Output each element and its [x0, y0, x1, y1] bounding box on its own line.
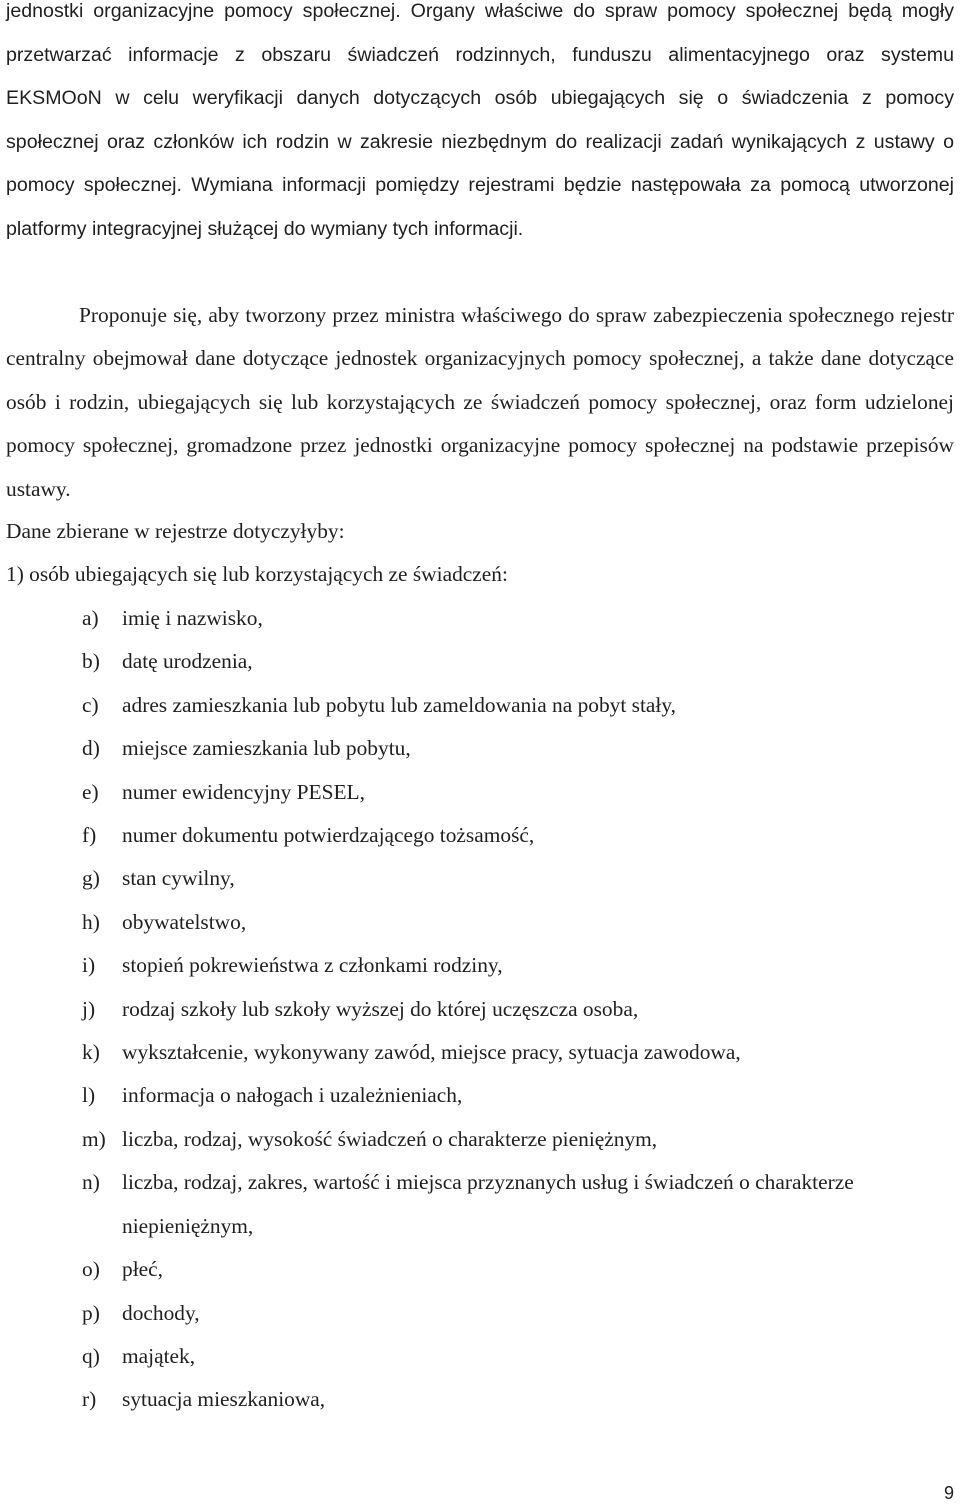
list-item-text: obywatelstwo,	[122, 909, 247, 934]
register-data-list	[0, 597, 960, 1422]
register-data-intro: Dane zbierane w rejestrze dotyczyłyby:	[6, 519, 345, 543]
list-item	[0, 1118, 960, 1161]
list-item-text: adres zamieszkania lub pobytu lub zameldowania na pobyt stały,	[122, 692, 677, 717]
list-marker: d)	[82, 736, 100, 761]
list-item-text: płeć,	[122, 1257, 163, 1282]
list-item	[0, 640, 960, 683]
paragraph-platform-integration: jednostki organizacyjne pomocy społecznej. Organy właściwe do spraw pomocy społecznej będą mogły przetwarzać informacje z obszaru świadczeń rodzinnych, funduszu alimentacyjnego oraz systemu EKSMOoN w celu weryfikacji danych dotyczących osób ubiegających się o świadczenia z pomocy społecznej oraz członków ich rodzin w zakresie niezbędnym do realizacji zadań wynikających z ustawy o pomocy społecznej. Wymiana informacji pomiędzy rejestrami będzie następowała za pomocą utworzonej platformy integracyjnej służącej do wymiany tych informacji.	[6, 0, 954, 240]
list-item	[0, 1031, 960, 1074]
list-item-text: numer dokumentu potwierdzającego tożsamość,	[122, 823, 535, 848]
list-marker: i)	[82, 953, 96, 978]
list-item	[0, 857, 960, 900]
list-marker: m)	[82, 1126, 106, 1151]
list-marker: a)	[82, 606, 99, 630]
list-marker: k)	[82, 1040, 100, 1065]
list-item	[0, 1161, 960, 1248]
list-item-text: liczba, rodzaj, wysokość świadczeń o charakterze pieniężnym,	[122, 1126, 658, 1151]
page-number: 9	[943, 1483, 954, 1503]
list-marker: l)	[82, 1083, 96, 1108]
list-marker: q)	[82, 1343, 100, 1368]
list-item-text: wykształcenie, wykonywany zawód, miejsce pracy, sytuacja zawodowa,	[122, 1040, 741, 1065]
list-marker: n)	[82, 1170, 100, 1195]
list-marker: c)	[82, 692, 99, 717]
list-item-text: liczba, rodzaj, zakres, wartość i miejsca przyznanych usług i świadczeń o charakterze niepieniężnym,	[122, 1170, 854, 1238]
list-item-text: miejsce zamieszkania lub pobytu,	[122, 736, 411, 761]
list-item-text: dochody,	[122, 1300, 200, 1325]
list-item-text: imię i nazwisko,	[122, 606, 263, 630]
list-item	[0, 1248, 960, 1291]
list-item	[0, 597, 960, 640]
list-item-text: stan cywilny,	[122, 866, 235, 891]
list-item	[0, 988, 960, 1031]
list-marker: b)	[82, 649, 100, 674]
list-item	[0, 1292, 960, 1335]
list-marker: r)	[82, 1387, 97, 1412]
point-1-heading: 1) osób ubiegających się lub korzystających ze świadczeń:	[6, 562, 508, 586]
list-item-text: datę urodzenia,	[122, 649, 253, 674]
list-item-text: sytuacja mieszkaniowa,	[122, 1387, 326, 1412]
list-marker: p)	[82, 1300, 100, 1325]
list-item	[0, 727, 960, 770]
list-item-text: numer ewidencyjny PESEL,	[122, 779, 365, 804]
list-item	[0, 1335, 960, 1378]
list-marker: o)	[82, 1257, 100, 1282]
list-item-text: majątek,	[122, 1343, 196, 1368]
paragraph-central-register-proposal: Proponuje się, aby tworzony przez ministra właściwego do spraw zabezpieczenia społecznego rejestr centralny obejmował dane dotyczące jednostek organizacyjnych pomocy społecznej, a także dane dotyczące osób i rodzin, ubiegających się lub korzystających ze świadczeń pomocy społecznej, oraz form udzielonej pomocy społecznej, gromadzone przez jednostki organizacyjne pomocy społecznej na podstawie przepisów ustawy.	[6, 303, 954, 501]
list-item-text: stopień pokrewieństwa z członkami rodziny,	[122, 953, 503, 978]
list-item-text: rodzaj szkoły lub szkoły wyższej do której uczęszcza osoba,	[122, 996, 639, 1021]
list-item	[0, 771, 960, 814]
list-marker: f)	[82, 823, 97, 848]
list-item	[0, 684, 960, 727]
list-marker: h)	[82, 909, 100, 934]
list-marker: j)	[82, 996, 96, 1021]
list-item	[0, 944, 960, 987]
list-marker: e)	[82, 779, 99, 804]
list-marker: g)	[82, 866, 100, 891]
list-item	[0, 814, 960, 857]
list-item	[0, 1074, 960, 1117]
list-item	[0, 901, 960, 944]
list-item	[0, 1378, 960, 1421]
list-item-text: informacja o nałogach i uzależnieniach,	[122, 1083, 463, 1108]
